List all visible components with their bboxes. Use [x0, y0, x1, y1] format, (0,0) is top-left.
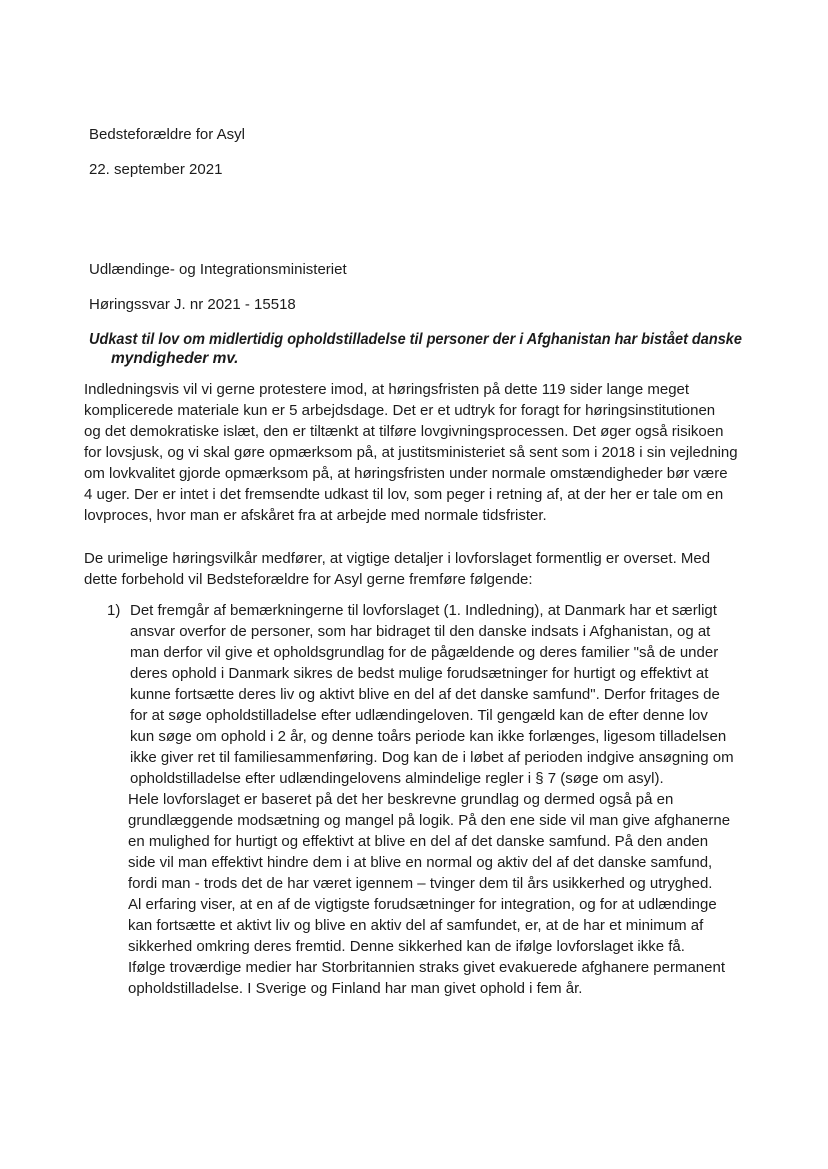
text-line: deres ophold i Danmark sikres de bedst mulige forudsætninger for hurtigt og effektivt at — [130, 665, 709, 682]
text-line: grundlæggende modsætning og mangel på logik. På den ene side vil man give afghanerne — [128, 812, 731, 829]
sender-name: Bedsteforældre for Asyl — [89, 126, 245, 143]
text-line: kunne fortsætte deres liv og aktivt blive en del af det danske samfund". Derfor fritages de — [130, 686, 720, 703]
text-line: ansvar overfor de personer, som har bidraget til den danske indsats i Afghanistan, og at — [130, 623, 711, 640]
text-line: kun søge om ophold i 2 år, og denne toårs periode kan ikke forlænges, ligesom tilladelsen — [130, 728, 727, 745]
document-title-line: myndigheder mv. — [111, 350, 239, 367]
recipient-name: Udlændinge- og Integrationsministeriet — [89, 261, 347, 278]
text-line: kan fortsætte et aktivt liv og blive en aktiv del af samfundet, er, at de har et minimum af — [128, 917, 704, 934]
text-line: Det fremgår af bemærkningerne til lovforslaget (1. Indledning), at Danmark har et særligt — [130, 602, 717, 619]
text-line: fordi man - trods det de har været igennem – tvinger dem til års usikkerhed og utryghed. — [128, 875, 713, 892]
text-line: 4 uger. Der er intet i det fremsendte udkast til lov, som peger i retning af, at der her er tale om en — [84, 486, 724, 503]
text-line: opholdstilladelse. I Sverige og Finland har man givet ophold i fem år. — [128, 980, 583, 997]
text-line: dette forbehold vil Bedsteforældre for Asyl gerne fremføre følgende: — [84, 571, 533, 588]
list-marker: 1) — [107, 602, 121, 619]
text-line: en mulighed for hurtigt og effektivt at blive en del af det danske samfund. På den anden — [128, 833, 709, 850]
text-line: komplicerede materiale kun er 5 arbejdsdage. Det er et udtryk for foragt for høringsinstitutionen — [84, 402, 716, 419]
text-line: man derfor vil give et opholdsgrundlag for de pågældende og deres familier "så de under — [130, 644, 719, 661]
text-line: Indledningsvis vil vi gerne protestere imod, at høringsfristen på dette 119 sider lange meget — [84, 381, 690, 398]
text-line: ikke giver ret til familiesammenføring. Dog kan de i løbet af perioden indgive ansøgning om — [130, 749, 734, 766]
text-line: lovproces, hvor man er afskåret fra at arbejde med normale tidsfrister. — [84, 507, 547, 524]
letter-date: 22. september 2021 — [89, 161, 223, 178]
text-line: De urimelige høringsvilkår medfører, at vigtige detaljer i lovforslaget formentlig er overset. Med — [84, 550, 711, 567]
reference-number: Høringssvar J. nr 2021 - 15518 — [89, 296, 296, 313]
text-line: opholdstilladelse efter udlændingelovens almindelige regler i § 7 (søge om asyl). — [130, 770, 664, 787]
text-line: Hele lovforslaget er baseret på det her beskrevne grundlag og dermed også på en — [128, 791, 674, 808]
text-line: Ifølge troværdige medier har Storbritannien straks givet evakuerede afghanere permanent — [128, 959, 725, 976]
text-line: side vil man effektivt hindre dem i at blive en normal og aktiv del af det danske samfund, — [128, 854, 713, 871]
text-line: og det demokratiske islæt, den er tiltænkt at tilføre lovgivningsprocessen. Det øger også risikoen — [84, 423, 724, 440]
text-line: for at søge opholdstilladelse efter udlændingeloven. Til gengæld kan de efter denne lov — [130, 707, 708, 724]
text-line: Al erfaring viser, at en af de vigtigste forudsætninger for integration, og for at udlændinge — [128, 896, 717, 913]
text-line: om lovkvalitet gjorde opmærksom på, at høringsfristen under normale omstændigheder bør være — [84, 465, 728, 482]
document-title-line: Udkast til lov om midlertidig opholdstilladelse til personer der i Afghanistan har bistået danske — [89, 331, 742, 348]
text-line: for lovsjusk, og vi skal gøre opmærksom på, at justitsministeriet så sent som i 2018 i sin vejledning — [84, 444, 738, 461]
text-line: sikkerhed omkring deres fremtid. Denne sikkerhed kan de ifølge lovforslaget ikke få. — [128, 938, 685, 955]
